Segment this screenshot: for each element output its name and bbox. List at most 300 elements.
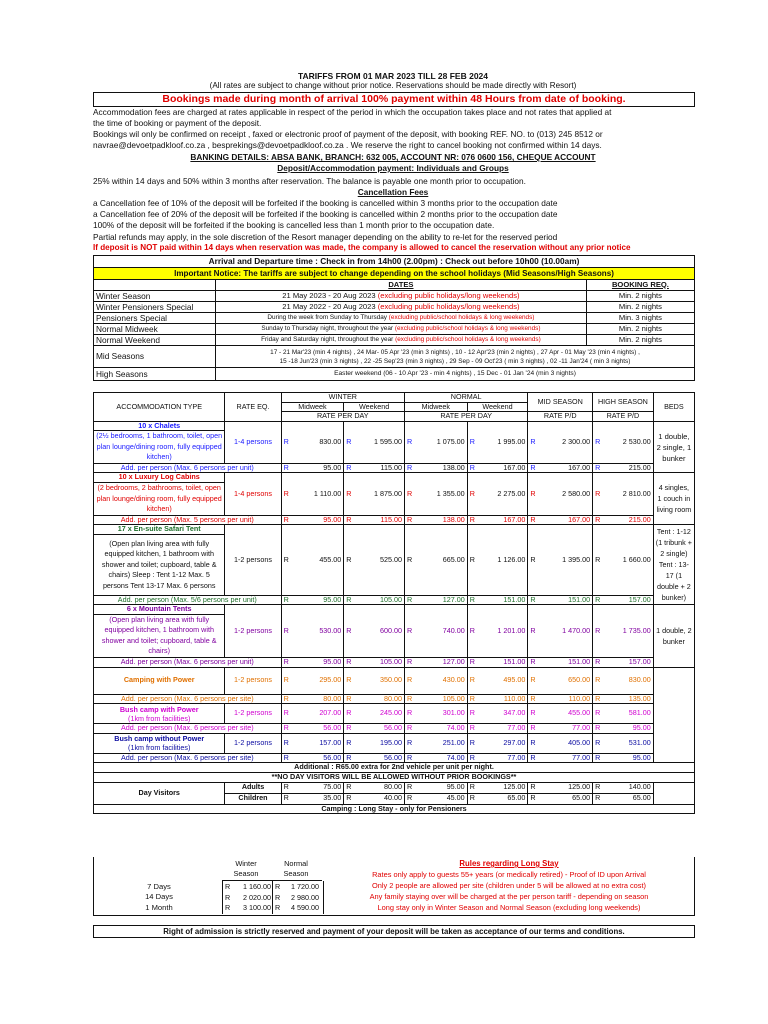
currency: R (528, 595, 543, 605)
beds-info: Tent : 1-12 (1 tribunk + 2 single) Tent : 13-17 (1 double + 2 bunker) (653, 525, 694, 605)
season-name: Pensioners Special (94, 313, 216, 324)
rate-value: 65.00 (542, 793, 592, 804)
long-stay-winter-header: Winter Season (233, 859, 259, 878)
mid-season-dates: 15 -18 Jun'23 (min 3 nights) , 22 -25 Sep'23 (min 3 nights) , 29 Sep - 09 Oct'23 ( min 3 nights) , 02 -11 Jan'24 ( min 3 nights) (279, 357, 631, 365)
long-stay-rules-title: Rules regarding Long Stay (459, 859, 559, 868)
rate-persons: 1-2 persons (225, 667, 281, 694)
beds-info: 1 double, 2 bunker (653, 605, 694, 667)
long-stay-rule: Only 2 people are allowed per site (children under 5 will be allowed at no extra cost) (371, 881, 646, 890)
rate-value: 830.00 (296, 421, 344, 463)
currency: R (404, 753, 419, 763)
rate-value: 1 875.00 (358, 473, 404, 515)
bush-nopower-title: Bush camp without Power (114, 734, 205, 744)
currency: R (404, 793, 419, 804)
currency: R (281, 473, 296, 515)
rate-value: 167.00 (542, 515, 592, 525)
season-row (94, 324, 695, 335)
mountain-title: 6 x Mountain Tents (94, 605, 225, 615)
season-dates: 21 May 2023 - 20 Aug 2023 (282, 290, 376, 300)
booking-req-header: BOOKING REQ. (586, 280, 694, 291)
currency: R (344, 694, 359, 704)
currency: R (593, 525, 608, 596)
rate-persons: 1-2 persons (225, 704, 281, 724)
currency: R (593, 694, 608, 704)
long-stay-rule: Any family staying over will be charged at the per person tariff - depending on season (369, 892, 649, 901)
rate-value: 525.00 (358, 525, 404, 596)
long-stay-rates (222, 881, 324, 914)
rate-value: 151.00 (542, 657, 592, 667)
cabins-title: 10 x Luxury Log Cabins (94, 473, 225, 483)
normal-header: NORMAL (404, 393, 527, 403)
children-label: Children (225, 793, 281, 804)
currency: R (528, 724, 543, 734)
long-stay-winter-rate: 2 020.00 (243, 893, 271, 902)
currency: R (344, 704, 359, 724)
season-name: Winter Pensioners Special (94, 302, 216, 313)
rate-value: 167.00 (482, 463, 528, 473)
currency: R (281, 421, 296, 463)
long-stay-section (93, 857, 695, 916)
cancellation-text: 100% of the deposit will be forfeited if the booking is cancelled less than 1 month prior to the occupation date. (93, 220, 495, 230)
long-stay-normal-header: Normal Season (283, 859, 309, 878)
weekend-header: Weekend (344, 402, 405, 412)
currency: R (344, 515, 359, 525)
rate-value: 65.00 (482, 793, 528, 804)
currency: R (528, 753, 543, 763)
rate-value: 40.00 (358, 793, 404, 804)
deposit-text: 25% within 14 days and 50% within 3 months after reservation. The balance is payable one month prior to occupation. (93, 176, 526, 186)
rate-value: 495.00 (482, 667, 528, 694)
rate-value: 1 075.00 (419, 421, 467, 463)
currency: R (593, 595, 608, 605)
currency: R (281, 657, 296, 667)
rate-value: 80.00 (358, 694, 404, 704)
currency: R (467, 667, 482, 694)
rate-value: 245.00 (358, 704, 404, 724)
season-row (94, 313, 695, 324)
bush-power-title: Bush camp with Power (119, 704, 199, 714)
rate-value: 1 355.00 (419, 473, 467, 515)
rate-value: 56.00 (296, 753, 344, 763)
rate-value: 251.00 (419, 733, 467, 753)
day-visitors-label: Day Visitors (94, 782, 225, 804)
currency: R (404, 515, 419, 525)
currency: R (404, 733, 419, 753)
rate-value: 455.00 (542, 704, 592, 724)
season-req: Min. 2 nights (586, 302, 694, 313)
currency: R (593, 753, 608, 763)
footer-note: Right of admission is strictly reserved and payment of your deposit will be taken as acceptance of our terms and conditions. (93, 925, 695, 938)
currency: R (281, 525, 296, 596)
currency: R (467, 525, 482, 596)
rate-value: 215.00 (607, 463, 653, 473)
rate-value: 1 110.00 (296, 473, 344, 515)
currency: R (528, 515, 543, 525)
currency: R (344, 473, 359, 515)
long-stay-label: 7 Days (147, 882, 171, 891)
winter-header: WINTER (281, 393, 404, 403)
currency: R (467, 724, 482, 734)
season-note: (excluding public/school holidays & long weekends) (395, 335, 541, 343)
beds-info: 4 singles, 1 couch in living room (653, 473, 694, 525)
currency: R (275, 903, 281, 912)
currency: R (593, 463, 608, 473)
long-stay-winter-rate: 1 160.00 (243, 882, 271, 891)
currency: R (281, 733, 296, 753)
add-per-person: Add. per person (Max. 5/6 persons per unit) (94, 595, 282, 605)
season-note: (excluding public holidays/long weekends) (377, 301, 520, 311)
rate-value: 138.00 (419, 515, 467, 525)
season-name: Mid Seasons (94, 346, 216, 368)
rate-persons: 1-2 persons (225, 605, 281, 658)
season-req: Min. 2 nights (586, 335, 694, 346)
currency: R (467, 463, 482, 473)
rate-per-day-header: RATE PER DAY (281, 412, 404, 422)
weekend-header: Weekend (467, 402, 528, 412)
currency: R (593, 704, 608, 724)
rate-value: 95.00 (296, 595, 344, 605)
currency: R (467, 605, 482, 658)
currency: R (281, 724, 296, 734)
rate-value: 75.00 (296, 782, 344, 793)
rate-value: 1 735.00 (607, 605, 653, 658)
currency: R (344, 782, 359, 793)
rate-value: 650.00 (542, 667, 592, 694)
beds-header: BEDS (653, 393, 694, 422)
midweek-header: Midweek (404, 402, 467, 412)
rate-value: 115.00 (358, 515, 404, 525)
currency: R (404, 605, 419, 658)
currency: R (593, 421, 608, 463)
rate-pd-header: RATE P/D (593, 412, 654, 422)
rate-value: 115.00 (358, 463, 404, 473)
currency: R (528, 694, 543, 704)
add-per-person: Add. per person (Max. 6 persons per unit) (94, 657, 282, 667)
rate-value: 531.00 (607, 733, 653, 753)
currency: R (593, 473, 608, 515)
currency: R (467, 782, 482, 793)
rate-value: 77.00 (482, 724, 528, 734)
currency: R (467, 595, 482, 605)
rate-value: 95.00 (296, 515, 344, 525)
accommodation-type-header: ACCOMMODATION TYPE (94, 393, 225, 422)
rate-eq-header: RATE EQ. (225, 393, 281, 422)
currency: R (528, 667, 543, 694)
rate-value: 45.00 (419, 793, 467, 804)
seasons-table (93, 279, 695, 381)
rate-value: 95.00 (296, 463, 344, 473)
page-title: TARIFFS FROM 01 MAR 2023 TILL 28 FEB 2024 (297, 71, 489, 81)
arrival-times: Arrival and Departure time : Check in from 14h00 (2.00pm) : Check out before 10h00 (10.00am) (93, 255, 695, 268)
rate-per-day-header: RATE PER DAY (404, 412, 527, 422)
rate-value: 110.00 (542, 694, 592, 704)
add-per-person: Add. per person (Max. 5 persons per unit) (94, 515, 282, 525)
rate-persons: 1-2 persons (225, 525, 281, 596)
deposit-warning: If deposit is NOT paid within 14 days when reservation was made, the company is allowed to cancel the reservation without any prior notice (93, 243, 631, 252)
additional-vehicle-note: Additional : R65.00 extra for 2nd vehicle per unit per night. (94, 763, 695, 773)
rate-value: 95.00 (419, 782, 467, 793)
long-stay-title: Camping : Long Stay - only for Pensioners (94, 804, 695, 814)
currency: R (344, 667, 359, 694)
currency: R (467, 694, 482, 704)
rate-value: 430.00 (419, 667, 467, 694)
season-row (94, 291, 695, 302)
currency: R (528, 793, 543, 804)
currency: R (404, 782, 419, 793)
season-req: Min. 2 nights (586, 291, 694, 302)
long-stay-rule: Long stay only in Winter Season and Normal Season (excluding long weekends) (377, 903, 641, 912)
currency: R (225, 893, 231, 902)
chalets-title: 10 x Chalets (94, 421, 225, 431)
adults-label: Adults (225, 782, 281, 793)
chalets-description: (2½ bedrooms, 1 bathroom, toilet, open plan lounge/dining room, fully equipped kitchen) (94, 431, 225, 464)
currency: R (404, 473, 419, 515)
currency: R (344, 595, 359, 605)
rate-value: 151.00 (482, 595, 528, 605)
add-per-person: Add. per person (Max. 6 persons per site) (94, 753, 282, 763)
rate-value: 2 300.00 (542, 421, 592, 463)
rate-value: 215.00 (607, 515, 653, 525)
rate-value: 1 395.00 (542, 525, 592, 596)
currency: R (404, 724, 419, 734)
rate-value: 1 660.00 (607, 525, 653, 596)
bush-nopower-sub: (1km from facilities) (128, 743, 191, 753)
rate-value: 350.00 (358, 667, 404, 694)
currency: R (281, 667, 296, 694)
rate-value: 195.00 (358, 733, 404, 753)
rate-value: 65.00 (607, 793, 653, 804)
currency: R (528, 704, 543, 724)
rate-persons: 1-2 persons (225, 733, 281, 753)
intro-text: navrae@devoetpadkloof.co.za , besprekings@devoetpadkloof.co.za . We reserve the right to cancel booking not confirmed within 14 days. (93, 140, 602, 150)
rate-value: 125.00 (542, 782, 592, 793)
rate-value: 77.00 (542, 753, 592, 763)
safari-title: 17 x En-suite Safari Tent (94, 525, 225, 535)
long-stay-label: 1 Month (145, 903, 173, 912)
currency: R (467, 733, 482, 753)
rate-value: 157.00 (607, 657, 653, 667)
rate-value: 95.00 (607, 724, 653, 734)
rate-value: 140.00 (607, 782, 653, 793)
rate-persons: 1-4 persons (225, 473, 281, 515)
rate-value: 297.00 (482, 733, 528, 753)
currency: R (281, 605, 296, 658)
rate-value: 74.00 (419, 724, 467, 734)
season-req: Min. 2 nights (586, 324, 694, 335)
rate-value: 138.00 (419, 463, 467, 473)
currency: R (275, 882, 281, 891)
long-stay-normal-rate: 4 590.00 (291, 903, 319, 912)
currency: R (467, 473, 482, 515)
currency: R (225, 903, 231, 912)
currency: R (404, 525, 419, 596)
rate-value: 830.00 (607, 667, 653, 694)
currency: R (467, 515, 482, 525)
season-name: Normal Weekend (94, 335, 216, 346)
rate-value: 77.00 (542, 724, 592, 734)
season-dates: Friday and Saturday night, throughout the year (261, 335, 394, 343)
rate-value: 2 275.00 (482, 473, 528, 515)
intro-text: the time of booking or payment of the deposit. (93, 118, 262, 128)
rate-value: 405.00 (542, 733, 592, 753)
high-season-dates: Easter weekend (06 - 10 Apr '23 - min 4 nights) , 15 Dec - 01 Jan '24 (min 3 nights) (216, 368, 695, 381)
cancellation-heading: Cancellation Fees (357, 187, 429, 197)
season-note: (excluding public/school holidays & long weekends) (394, 324, 541, 332)
rate-value: 347.00 (482, 704, 528, 724)
currency: R (281, 595, 296, 605)
currency: R (593, 793, 608, 804)
rate-value: 56.00 (358, 724, 404, 734)
intro-text: Bookings wil only be confirmed on receipt , faxed or electronic proof of payment of the deposit, with booking REF. NO. to (013) 245 8512 or (93, 129, 603, 139)
mid-season-dates: 17 - 21 Mar'23 (min 4 nights) , 24 Mar- 05 Apr '23 (min 3 nights) , 10 - 12 Apr'23 (min 2 nights) , 27 Apr - 01 May '23 (min 4 nights) , (270, 348, 640, 356)
intro-text: Accommodation fees are charged at rates applicable in respect of the period in which the occupation takes place and not rates that applied at (93, 107, 612, 117)
long-stay-winter-rate: 3 100.00 (243, 903, 271, 912)
currency: R (593, 515, 608, 525)
important-notice: Important Notice: The tariffs are subject to change depending on the school holidays (Mid Seasons/High Seasons) (93, 267, 695, 280)
camping-title: Camping with Power (94, 667, 225, 694)
currency: R (528, 605, 543, 658)
rate-value: 2 580.00 (542, 473, 592, 515)
rate-persons: 1-4 persons (225, 421, 281, 463)
currency: R (593, 657, 608, 667)
currency: R (344, 463, 359, 473)
season-req: Min. 3 nights (586, 313, 694, 324)
rate-value: 125.00 (482, 782, 528, 793)
rate-value: 135.00 (607, 694, 653, 704)
season-row (94, 346, 695, 368)
rate-value: 127.00 (419, 657, 467, 667)
currency: R (344, 753, 359, 763)
rate-value: 157.00 (607, 595, 653, 605)
rate-value: 167.00 (482, 515, 528, 525)
add-per-person: Add. per person (Max. 6 persons per unit) (94, 463, 282, 473)
rate-value: 80.00 (296, 694, 344, 704)
season-note: (excluding public holidays/long weekends) (377, 290, 520, 300)
rate-value: 35.00 (296, 793, 344, 804)
rate-value: 295.00 (296, 667, 344, 694)
season-name: High Seasons (94, 368, 216, 381)
rate-value: 74.00 (419, 753, 467, 763)
banking-details: BANKING DETAILS: ABSA BANK, BRANCH: 632 005, ACCOUNT NR: 076 0600 156, CHEQUE ACCOUNT (190, 152, 596, 162)
currency: R (467, 753, 482, 763)
rate-value: 301.00 (419, 704, 467, 724)
currency: R (593, 605, 608, 658)
midweek-header: Midweek (281, 402, 344, 412)
high-season-header: HIGH SEASON (593, 393, 654, 412)
rate-value: 105.00 (419, 694, 467, 704)
season-name: Normal Midweek (94, 324, 216, 335)
rate-value: 1 126.00 (482, 525, 528, 596)
rate-value: 740.00 (419, 605, 467, 658)
currency: R (528, 473, 543, 515)
rate-value: 665.00 (419, 525, 467, 596)
currency: R (467, 793, 482, 804)
rate-value: 1 201.00 (482, 605, 528, 658)
add-per-person: Add. per person (Max. 6 persons per site) (94, 694, 282, 704)
rate-value: 127.00 (419, 595, 467, 605)
currency: R (281, 515, 296, 525)
rate-value: 151.00 (482, 657, 528, 667)
cancellation-text: a Cancellation fee of 10% of the deposit will be forfeited if the booking is cancelled within 3 months prior to the occupation date (93, 198, 558, 208)
currency: R (281, 782, 296, 793)
rate-value: 105.00 (358, 657, 404, 667)
season-note: (excluding public/school holidays & long weekends) (388, 313, 535, 321)
currency: R (281, 694, 296, 704)
currency: R (528, 421, 543, 463)
currency: R (344, 525, 359, 596)
cabins-description: (2 bedrooms, 2 bathrooms, toilet, open plan lounge/dining room, fully equipped kitchen) (94, 483, 225, 516)
no-day-visitors-note: **NO DAY VISITORS WILL BE ALLOWED WITHOUT PRIOR BOOKINGS** (94, 772, 695, 782)
currency: R (528, 733, 543, 753)
currency: R (467, 657, 482, 667)
long-stay-label: 14 Days (145, 892, 173, 901)
season-dates: Sunday to Thursday night, throughout the year (261, 324, 394, 332)
cancellation-text: a Cancellation fee of 20% of the deposit will be forfeited if the booking is cancelled within 2 months prior to the occupation date (93, 209, 558, 219)
currency: R (281, 704, 296, 724)
rates-table (93, 392, 695, 814)
currency: R (593, 782, 608, 793)
rate-value: 1 595.00 (358, 421, 404, 463)
rate-pd-header: RATE P/D (528, 412, 593, 422)
rate-value: 151.00 (542, 595, 592, 605)
bush-power-sub: (1km from facilities) (128, 713, 191, 723)
deposit-heading: Deposit/Accommodation payment: Individuals and Groups (277, 163, 509, 173)
rate-value: 167.00 (542, 463, 592, 473)
currency: R (404, 667, 419, 694)
currency: R (344, 657, 359, 667)
currency: R (281, 753, 296, 763)
currency: R (593, 724, 608, 734)
currency: R (344, 724, 359, 734)
rate-value: 105.00 (358, 595, 404, 605)
add-per-person: Add. per person (Max. 6 persons per site) (94, 724, 282, 734)
season-row (94, 368, 695, 381)
rate-value: 1 995.00 (482, 421, 528, 463)
currency: R (404, 704, 419, 724)
page-subtitle: (All rates are subject to change without prior notice. Reservations should be made directly with Resort) (209, 81, 577, 90)
currency: R (528, 782, 543, 793)
season-row (94, 335, 695, 346)
rate-value: 56.00 (358, 753, 404, 763)
rate-value: 2 530.00 (607, 421, 653, 463)
rate-value: 1 470.00 (542, 605, 592, 658)
currency: R (344, 733, 359, 753)
safari-description: (Open plan living area with fully equipped kitchen, 1 bathroom with shower and toilet; cupboard, table & chairs) Sleep : Tent 1-12 Max. 5 persons Tent 13-17 Max. 6 persons (94, 534, 225, 595)
dates-header: DATES (216, 280, 587, 291)
rate-value: 207.00 (296, 704, 344, 724)
rate-value: 600.00 (358, 605, 404, 658)
currency: R (344, 793, 359, 804)
season-dates: During the week from Sunday to Thursday (267, 313, 387, 321)
currency: R (467, 421, 482, 463)
currency: R (281, 463, 296, 473)
currency: R (281, 793, 296, 804)
rate-value: 77.00 (482, 753, 528, 763)
rate-value: 95.00 (296, 657, 344, 667)
currency: R (275, 893, 281, 902)
currency: R (593, 667, 608, 694)
currency: R (404, 694, 419, 704)
rate-value: 80.00 (358, 782, 404, 793)
cancellation-text: Partial refunds may apply, in the sole discretion of the Resort manager depending on the ability to re-let for the reserved period (93, 232, 558, 242)
rate-value: 95.00 (607, 753, 653, 763)
rate-value: 110.00 (482, 694, 528, 704)
rate-value: 455.00 (296, 525, 344, 596)
rate-value: 56.00 (296, 724, 344, 734)
rate-value: 2 810.00 (607, 473, 653, 515)
currency: R (225, 882, 231, 891)
currency: R (404, 463, 419, 473)
